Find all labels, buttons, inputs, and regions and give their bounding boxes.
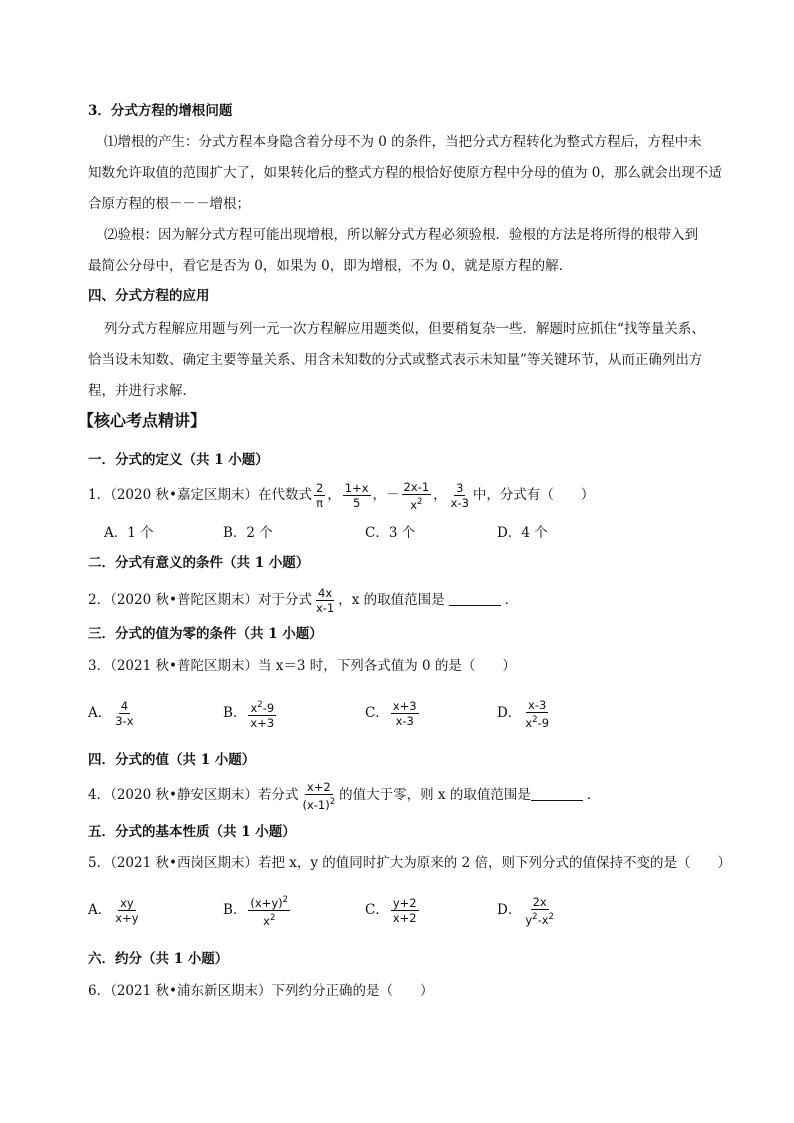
q3-option-a[interactable]: A． $\frac{4}{3-x}$ [88, 699, 134, 728]
paragraph-line: ⑵验根：因为解分式方程可能出现增根，所以解分式方程必须验根．验根的方法是将所得的根带入到 [104, 227, 698, 243]
core-points-header: 【核心考点精讲】 [78, 411, 207, 430]
q5-option-b[interactable]: B． $\frac{(x+y)^2}{x^2}$ [223, 895, 289, 928]
q1-option-c[interactable]: C．3 个 [365, 525, 416, 541]
q4-stem: 4．（2020 秋•静安区期末）若分式 $\frac{x+2}{(x-1)^2}$ 的值大于零，则 x 的取值范围是 ． [88, 779, 601, 812]
q3-option-d[interactable]: D． $\frac{x-3}{x^2-9}$ [497, 697, 550, 730]
q2-answer-blank[interactable] [449, 591, 501, 606]
section-title-extraneous-root: 3．分式方程的增根问题 [88, 103, 233, 119]
q5-option-a[interactable]: A． $\frac{xy}{x+y}$ [88, 896, 139, 925]
paragraph-line: 合原方程的根－－－增根； [88, 196, 250, 212]
q6-heading: 六．约分（共 1 小题） [88, 951, 229, 967]
paragraph-line: 最简公分母中，看它是否为 0，如果为 0，即为增根，不为 0，就是原方程的解． [88, 258, 573, 274]
q1-frac-a: $\frac{2}{\pi}$ [315, 481, 324, 510]
q3-option-b[interactable]: B． $\frac{x^2-9}{x+3}$ [223, 699, 275, 730]
paragraph-line: 列分式方程解应用题与列一元一次方程解应用题类似，但要稍复杂一些．解题时应抓住“找等量关系、 [104, 321, 705, 337]
q1-frac-d: $\frac{3}{x-3}$ [450, 481, 469, 510]
section-title-application: 四、分式方程的应用 [88, 288, 210, 304]
q1-option-d[interactable]: D．4 个 [497, 525, 548, 541]
q4-frac: $\frac{x+2}{(x-1)^2}$ [302, 779, 336, 812]
q5-option-c[interactable]: C． $\frac{y+2}{x+2}$ [365, 896, 417, 925]
q1-option-a[interactable]: A．1 个 [104, 525, 154, 541]
q2-heading: 二．分式有意义的条件（共 1 小题） [88, 555, 310, 571]
q1-frac-c: $\frac{2x-1}{x^2}$ [403, 479, 430, 512]
q1-stem-suffix: 中，分式有（ ） [472, 487, 595, 503]
q2-frac: $\frac{4x}{x-1}$ [315, 586, 335, 615]
q4-answer-blank[interactable] [531, 786, 583, 801]
q5-stem: 5．（2021 秋•西岗区期末）若把 x，y 的值同时扩大为原来的 2 倍，则下列分式的值保持不变的是（ ） [88, 855, 731, 871]
paragraph-line: 恰当设未知数、确定主要等量关系、用含未知数的分式或整式表示未知量”等关键环节，从而正确列出方 [88, 352, 703, 368]
q1-frac-b: $\frac{1+x}{5}$ [344, 481, 369, 510]
q3-stem: 3．（2021 秋•普陀区期末）当 x＝3 时，下列各式值为 0 的是（ ） [88, 658, 516, 674]
q1-option-b[interactable]: B．2 个 [223, 525, 273, 541]
q5-heading: 五．分式的基本性质（共 1 小题） [88, 824, 296, 840]
q5-option-d[interactable]: D． $\frac{2x}{y^2-x^2}$ [497, 894, 554, 927]
q2-stem: 2．（2020 秋•普陀区期末）对于分式 $\frac{4x}{x-1}$ ，x 的取值范围是 ． [88, 586, 519, 615]
paragraph-line: 知数允许取值的范围扩大了，如果转化后的整式方程的根恰好使原方程中分母的值为 0，那么就会出现不适 [88, 165, 722, 181]
q1-heading: 一．分式的定义（共 1 小题） [88, 452, 269, 468]
q3-option-c[interactable]: C． $\frac{x+3}{x-3}$ [365, 699, 417, 728]
q1-stem-prefix: 1．（2020 秋•嘉定区期末）在代数式 [88, 487, 312, 503]
paragraph-line: 程，并进行求解． [88, 383, 196, 399]
q3-heading: 三．分式的值为零的条件（共 1 小题） [88, 626, 323, 642]
q6-stem: 6．（2021 秋•浦东新区期末）下列约分正确的是（ ） [88, 983, 434, 999]
q4-heading: 四．分式的值（共 1 小题） [88, 752, 256, 768]
q1-stem: 1．（2020 秋•嘉定区期末）在代数式 $\frac{2}{\pi}$ ， $\frac{1+x}{5}$ ，－ $\frac{2x-1}{x^2}$ ， $\frac{3}{x-3}$ 中，分式有（ ） [88, 479, 595, 512]
paragraph-line: ⑴增根的产生：分式方程本身隐含着分母不为 0 的条件，当把分式方程转化为整式方程后，方程中未 [104, 134, 702, 150]
